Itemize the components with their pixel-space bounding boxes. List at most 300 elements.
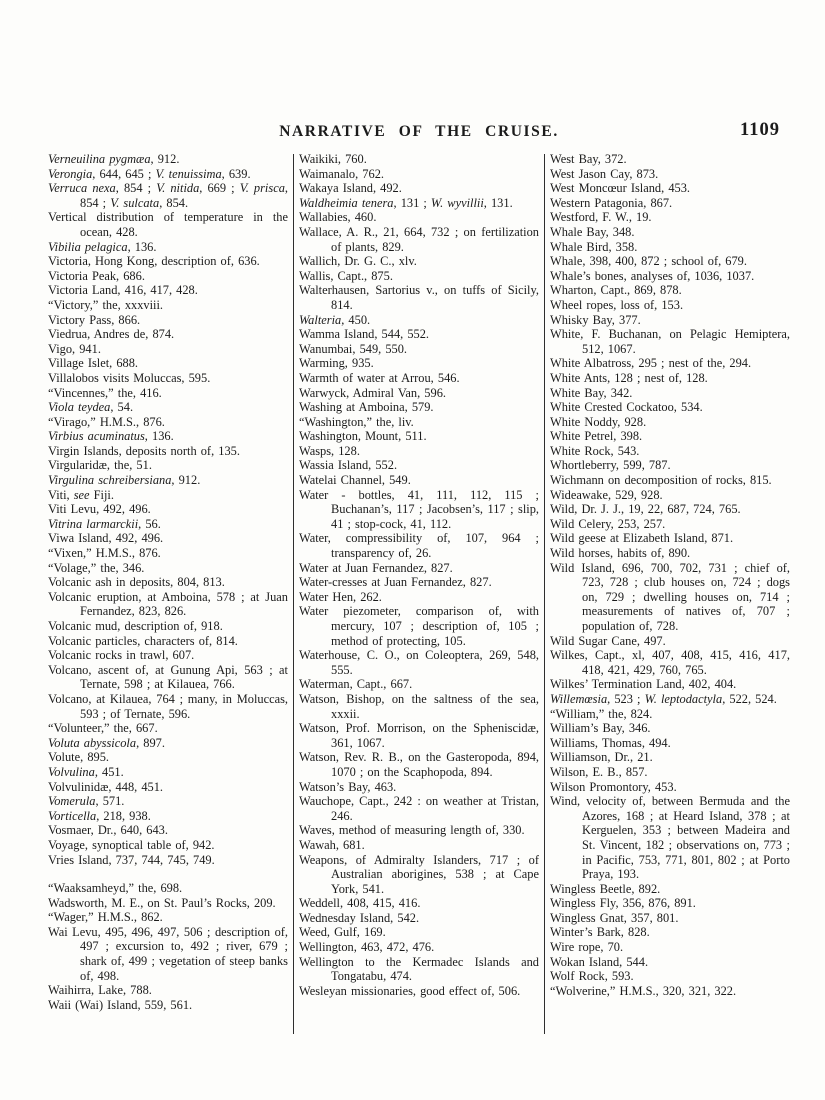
index-entry-text: Wideawake, 529, 928. — [550, 487, 663, 502]
index-column-1 — [48, 152, 288, 1040]
index-entry — [48, 400, 288, 415]
index-entry-text: , 136. — [144, 429, 174, 444]
index-entry — [299, 955, 539, 984]
index-entry-term-italic: Willemœsia — [550, 691, 608, 706]
index-entry — [48, 561, 288, 576]
index-entry-text: Water at Juan Fernandez, 827. — [299, 560, 453, 575]
index-entry-text: White Bay, 342. — [550, 385, 633, 400]
index-entry — [48, 531, 288, 546]
index-entry — [48, 342, 288, 357]
index-entry — [48, 546, 288, 561]
index-entry-text: Wallich, Dr. G. C., xlv. — [299, 254, 417, 269]
index-entry — [550, 677, 790, 692]
index-entry — [299, 342, 539, 357]
page-number: 1109 — [740, 120, 780, 140]
index-entry-text: Wednesday Island, 542. — [299, 910, 420, 925]
index-entry — [48, 269, 288, 284]
index-entry-text: “Volage,” the, 346. — [48, 560, 145, 575]
index-entry-text: , 450. — [341, 312, 371, 327]
index-entry-text: Wilson Promontory, 453. — [550, 779, 677, 794]
index-entry-term-italic: Walteria — [299, 312, 342, 327]
index-entry-text: Waimanalo, 762. — [299, 166, 384, 181]
index-entry — [550, 940, 790, 955]
index-entry-text: Voyage, synoptical table of, 942. — [48, 837, 215, 852]
index-entry-text: Viti Levu, 492, 496. — [48, 502, 151, 517]
index-entry — [550, 356, 790, 371]
index-entry — [550, 692, 790, 707]
index-entry-text: Volcanic ash in deposits, 804, 813. — [48, 575, 225, 590]
index-entry — [550, 327, 790, 356]
index-entry-text: Williams, Thomas, 494. — [550, 735, 671, 750]
index-entry-text: Walterhausen, Sartorius v., on tuffs of Sicily, 814. — [299, 283, 539, 312]
index-entry-text: Wawah, 681. — [299, 837, 365, 852]
index-entry — [550, 721, 790, 736]
index-entry-text: Vigo, 941. — [48, 341, 101, 356]
index-entry-text: Volcano, ascent of, at Gunung Api, 563 ; at Ternate, 598 ; at Kilauea, 766. — [48, 662, 288, 692]
index-entry — [299, 677, 539, 692]
index-entry — [299, 429, 539, 444]
index-entry-text: , 854. — [159, 195, 189, 210]
index-entry-text: White Albatross, 295 ; nest of the, 294. — [550, 356, 752, 371]
index-entry-text: Warmth of water at Arrou, 546. — [299, 370, 460, 385]
index-entry — [48, 925, 288, 983]
index-entry — [48, 152, 288, 167]
index-entry-text: Waihirra, Lake, 788. — [48, 983, 152, 998]
index-entry-text: Water-cresses at Juan Fernandez, 827. — [299, 575, 492, 590]
index-entry-text: Victory Pass, 866. — [48, 312, 141, 327]
index-entry — [550, 283, 790, 298]
index-entry-term-italic: see — [73, 487, 90, 502]
index-entry — [550, 240, 790, 255]
column-divider-2 — [544, 154, 545, 1034]
index-entry — [48, 502, 288, 517]
index-entry — [48, 663, 288, 692]
index-entry-text: Virgularidæ, the, 51. — [48, 458, 152, 473]
index-entry — [550, 736, 790, 751]
index-entry-term-italic: Verongia — [48, 166, 93, 181]
index-entry-text: Virgin Islands, deposits north of, 135. — [48, 443, 240, 458]
page-header-title: NARRATIVE OF THE CRUISE. — [279, 123, 559, 140]
index-entry — [48, 983, 288, 998]
index-entry — [299, 444, 539, 459]
index-entry-text: Volvulinidæ, 448, 451. — [48, 779, 164, 794]
index-entry — [299, 794, 539, 823]
index-entry — [299, 692, 539, 721]
index-entry-text: Viti, — [48, 487, 74, 502]
index-entry-text: , 897. — [136, 735, 165, 750]
index-entry-text: Volute, 895. — [48, 750, 110, 765]
index-entry-text: “Wolverine,” H.M.S., 320, 321, 322. — [550, 983, 737, 998]
index-entry — [48, 327, 288, 342]
index-entry-text: Wichmann on decomposition of rocks, 815. — [550, 473, 772, 488]
index-entry-text: Vries Island, 737, 744, 745, 749. — [48, 852, 215, 867]
index-entry — [550, 298, 790, 313]
index-entry — [48, 488, 288, 503]
index-entry — [550, 429, 790, 444]
index-entry-text: , 218, 938. — [96, 808, 151, 823]
index-entry-text: Waterhouse, C. O., on Coleoptera, 269, 548, 555. — [299, 648, 539, 677]
index-entry — [550, 765, 790, 780]
index-entry — [48, 853, 288, 868]
index-entry-text: Wharton, Capt., 869, 878. — [550, 283, 682, 298]
index-entry-text: Wild horses, habits of, 890. — [550, 546, 691, 561]
index-entry-text: “Wager,” H.M.S., 862. — [48, 910, 163, 925]
index-entry — [48, 575, 288, 590]
index-entry-term-italic: V. tenuissima — [155, 166, 222, 181]
index-entry — [48, 780, 288, 795]
index-entry — [48, 415, 288, 430]
index-entry-text: Wild geese at Elizabeth Island, 871. — [550, 531, 734, 546]
index-entry — [48, 634, 288, 649]
index-entry — [550, 531, 790, 546]
index-entry-text: William’s Bay, 346. — [550, 721, 651, 736]
index-entry — [299, 911, 539, 926]
index-entry — [48, 648, 288, 663]
index-entry — [48, 167, 288, 182]
index-entry-text: Wamma Island, 544, 552. — [299, 327, 430, 342]
index-entry-text: Victoria Peak, 686. — [48, 268, 145, 283]
index-entry-text: Wild Sugar Cane, 497. — [550, 633, 666, 648]
column-divider-1 — [293, 154, 294, 1034]
index-entry-text: West Bay, 372. — [550, 152, 627, 166]
index-entry — [299, 386, 539, 401]
index-entry-text: Winter’s Bark, 828. — [550, 925, 650, 940]
index-entry-text: Volcanic mud, description of, 918. — [48, 619, 223, 633]
index-entry-text: Wheel ropes, loss of, 153. — [550, 297, 684, 312]
index-entry-text: “Virago,” H.M.S., 876. — [48, 414, 165, 429]
index-entry-text: White, F. Buchanan, on Pelagic Hemiptera, 512, 1067. — [550, 327, 790, 356]
index-entry-term-italic: Viola teydea — [48, 400, 111, 415]
index-entry-text: Warming, 935. — [299, 356, 374, 371]
index-entry-text: Village Islet, 688. — [48, 356, 139, 371]
index-entry-text: Whale Bay, 348. — [550, 224, 635, 239]
index-entry — [48, 838, 288, 853]
index-entry — [550, 152, 790, 167]
index-entry-text: Washing at Amboina, 579. — [299, 400, 434, 415]
index-entry — [299, 152, 539, 167]
index-entry-text: Whisky Bay, 377. — [550, 312, 641, 327]
index-entry — [48, 998, 288, 1013]
index-entry-text: Victoria, Hong Kong, description of, 636. — [48, 254, 260, 269]
index-entry-text: Western Patagonia, 867. — [550, 195, 673, 210]
index-entry-text: Water - bottles, 41, 111, 112, 115 ; Buchanan’s, 117 ; Jacobsen’s, 117 ; slip, 41 ; stop-cock, 41, 112. — [299, 487, 539, 531]
index-entry — [48, 590, 288, 619]
index-entry — [299, 984, 539, 999]
index-entry-text: Water piezometer, comparison of, with mercury, 107 ; description of, 105 ; method of protecting, 105. — [299, 604, 539, 648]
index-entry — [299, 531, 539, 560]
index-entry — [48, 473, 288, 488]
index-entry-text: , 451. — [94, 764, 124, 779]
index-entry-text: Wellington, 463, 472, 476. — [299, 940, 435, 955]
index-entry — [550, 707, 790, 722]
index-entry-text: , 136. — [127, 239, 157, 254]
index-entry — [299, 853, 539, 897]
index-entry-text: Fiji. — [89, 487, 114, 502]
index-entry — [299, 561, 539, 576]
index-entry-text: Wolf Rock, 593. — [550, 969, 634, 984]
index-entry-text: , 131. — [483, 195, 513, 210]
index-entry — [299, 181, 539, 196]
index-entry-text: West Jason Cay, 873. — [550, 166, 659, 181]
index-entry — [550, 210, 790, 225]
index-entry-text: Whale, 398, 400, 872 ; school of, 679. — [550, 254, 747, 269]
index-entry — [48, 794, 288, 809]
index-entry-text: Watson, Rev. R. B., on the Gasteropoda, 894, 1070 ; on the Scaphopoda, 894. — [299, 750, 539, 779]
index-entry-text: “Vixen,” H.M.S., 876. — [48, 546, 161, 561]
index-entry-term-italic: W. wyvillii — [430, 195, 484, 210]
index-entry-text: Watson’s Bay, 463. — [299, 779, 397, 794]
index-entry-text: Wanumbai, 549, 550. — [299, 341, 408, 356]
index-entry-text: Wesleyan missionaries, good effect of, 506. — [299, 983, 521, 998]
index-entry — [550, 750, 790, 765]
index-entry — [299, 327, 539, 342]
index-entry-text: West Moncœur Island, 453. — [550, 181, 690, 196]
index-entry-text: Weed, Gulf, 169. — [299, 925, 386, 940]
index-entry-text: Viedrua, Andres de, 874. — [48, 327, 175, 342]
index-entry — [550, 488, 790, 503]
index-entry — [48, 356, 288, 371]
index-entry — [299, 473, 539, 488]
index-entry-text: , 522, 524. — [722, 691, 777, 706]
index-entry-text: Williamson, Dr., 21. — [550, 750, 653, 765]
index-entry — [299, 283, 539, 312]
index-entry-term-italic: Verneuilina pygmæa — [48, 152, 151, 166]
index-entry-text: , 854 ; — [115, 181, 157, 196]
index-entry-text: Water Hen, 262. — [299, 589, 382, 604]
index-entry-text: Watson, Prof. Morrison, on the Spheniscidæ, 361, 1067. — [299, 721, 539, 750]
index-entry — [550, 911, 790, 926]
index-entry — [48, 371, 288, 386]
index-entry-text: Wilkes, Capt., xl, 407, 408, 415, 416, 417, 418, 421, 429, 760, 765. — [550, 648, 790, 677]
index-entry-text: , 644, 645 ; — [92, 166, 156, 181]
index-entry-term-italic: Waldheimia tenera — [299, 195, 394, 210]
index-entry-text: , 54. — [110, 400, 134, 415]
index-entry-text: Viwa Island, 492, 496. — [48, 531, 164, 546]
index-entry-text: Volcanic rocks in trawl, 607. — [48, 648, 195, 663]
index-entry — [299, 254, 539, 269]
index-entry-text: , 669 ; — [199, 181, 240, 196]
index-entry-text: Washington, Mount, 511. — [299, 429, 427, 444]
index-entry — [550, 371, 790, 386]
index-entry — [299, 823, 539, 838]
index-entry — [48, 313, 288, 328]
index-entry-text: Wauchope, Capt., 242 : on weather at Tristan, 246. — [299, 794, 539, 823]
index-entry-text: Weapons, of Admiralty Islanders, 717 ; of Australian aborigines, 538 ; at Cape York, 541. — [299, 852, 539, 896]
index-entry — [550, 546, 790, 561]
index-entry — [299, 604, 539, 648]
index-entry-text: Wild Island, 696, 700, 702, 731 ; chief of, 723, 728 ; club houses on, 724 ; dogs on, 729 ; dwelling houses on, 714 ; measurements of natives of, 707 ; population of, 728. — [550, 560, 790, 633]
index-entry-text: “Victory,” the, xxxviii. — [48, 297, 164, 312]
index-entry — [550, 561, 790, 634]
index-entry-text: Whortleberry, 599, 787. — [550, 458, 671, 473]
index-column-2 — [299, 152, 539, 1040]
index-entry — [550, 269, 790, 284]
index-entry — [299, 925, 539, 940]
index-entry — [299, 590, 539, 605]
index-entry — [550, 925, 790, 940]
index-entry-text: , 56. — [138, 516, 161, 531]
index-entry-text: Wilkes’ Termination Land, 402, 404. — [550, 677, 737, 692]
index-entry-text: , 912. — [150, 152, 180, 166]
index-entry-text: Wingless Fly, 356, 876, 891. — [550, 896, 696, 911]
index-entry-text: White Rock, 543. — [550, 443, 640, 458]
index-entry — [299, 458, 539, 473]
index-entry — [299, 371, 539, 386]
index-entry-term-italic: V. nitida — [156, 181, 200, 196]
index-entry-text: Volcanic particles, characters of, 814. — [48, 633, 238, 648]
index-entry — [48, 181, 288, 210]
index-entry-text: , 523 ; — [607, 691, 645, 706]
index-entry — [299, 488, 539, 532]
index-entry — [550, 882, 790, 897]
index-entry-text: Victoria Land, 416, 417, 428. — [48, 283, 198, 298]
index-entry-text: Volcano, at Kilauea, 764 ; many, in Moluccas, 593 ; of Ternate, 596. — [48, 691, 288, 721]
index-entry-text: Westford, F. W., 19. — [550, 210, 652, 225]
index-entry-text: “Waaksamheyd,” the, 698. — [48, 881, 183, 896]
index-entry — [299, 167, 539, 182]
index-entry-text: Villalobos visits Moluccas, 595. — [48, 370, 211, 385]
index-entry-text: “William,” the, 824. — [550, 706, 653, 721]
index-entry-text: Wasps, 128. — [299, 443, 360, 458]
index-entry — [550, 444, 790, 459]
index-entry-text: Weddell, 408, 415, 416. — [299, 896, 421, 911]
index-entry-text: Vertical distribution of temperature in the ocean, 428. — [48, 210, 288, 239]
index-entry-term-italic: Volvulina — [48, 764, 95, 779]
index-entry — [48, 692, 288, 721]
index-entry — [550, 794, 790, 882]
index-entry — [299, 210, 539, 225]
index-entry — [299, 838, 539, 853]
index-entry — [299, 780, 539, 795]
index-entry — [299, 721, 539, 750]
index-entry-text: Watson, Bishop, on the saltness of the sea, xxxii. — [299, 691, 539, 721]
index-entry — [550, 969, 790, 984]
index-entry-term-italic: V. sulcata — [110, 195, 160, 210]
index-entry — [299, 896, 539, 911]
index-entry-text: Wingless Beetle, 892. — [550, 881, 661, 896]
index-entry-text: Waterman, Capt., 667. — [299, 677, 413, 692]
index-entry-text: Wai Levu, 495, 496, 497, 506 ; description of, 497 ; excursion to, 492 ; river, 679 ; shark of, 499 ; vegetation of steep banks of, 498. — [48, 924, 288, 983]
index-entry — [299, 356, 539, 371]
index-entry — [48, 750, 288, 765]
index-entry — [48, 254, 288, 269]
index-entry — [299, 225, 539, 254]
index-entry — [550, 517, 790, 532]
index-entry — [48, 298, 288, 313]
index-entry — [299, 400, 539, 415]
index-entry-term-italic: Verruca nexa — [48, 181, 116, 196]
index-entry — [48, 765, 288, 780]
index-entry — [48, 809, 288, 824]
index-entry-term-italic: Vitrina larmarckii — [48, 516, 139, 531]
index-entry-text: White Ants, 128 ; nest of, 128. — [550, 370, 708, 385]
index-entry-text: Waii (Wai) Island, 559, 561. — [48, 997, 193, 1012]
index-entry-text: , 131 ; — [393, 195, 431, 210]
index-entry-text: Vosmaer, Dr., 640, 643. — [48, 823, 168, 838]
index-entry-text: Wilson, E. B., 857. — [550, 764, 648, 779]
index-entry-text: “Vincennes,” the, 416. — [48, 385, 162, 400]
index-entry-text: Wild, Dr. J. J., 19, 22, 687, 724, 765. — [550, 502, 741, 517]
index-entry — [299, 269, 539, 284]
index-entry-term-italic: Vomerula — [48, 794, 96, 809]
index-entry — [550, 313, 790, 328]
index-column-3 — [550, 152, 790, 1040]
index-entry-text: Wild Celery, 253, 257. — [550, 516, 666, 531]
index-entry-text: Wellington to the Kermadec Islands and Tongatabu, 474. — [299, 954, 539, 984]
index-entry-text: Wind, velocity of, between Bermuda and the Azores, 168 ; at Heard Island, 378 ; at Kerguelen, 353 ; between Madeira and St. Vincent, 182 ; observations on, 773 ; in Pacific, 753, 771, 801, 802 ; at Porto Praya, 193. — [550, 794, 790, 882]
index-entry — [48, 386, 288, 401]
index-entry — [550, 167, 790, 182]
index-entry-text: Water, compressibility of, 107, 964 ; transparency of, 26. — [299, 531, 539, 561]
index-entry — [550, 634, 790, 649]
index-entry — [299, 750, 539, 779]
index-entry-text: White Petrel, 398. — [550, 429, 643, 444]
index-entry — [299, 575, 539, 590]
index-entry — [48, 444, 288, 459]
index-entry-text: Warwyck, Admiral Van, 596. — [299, 385, 446, 400]
index-entry-text: White Crested Cockatoo, 534. — [550, 400, 703, 415]
index-entry — [550, 458, 790, 473]
index-entry — [550, 181, 790, 196]
index-entry — [550, 955, 790, 970]
index-entry-text: Waves, method of measuring length of, 330. — [299, 823, 525, 838]
index-entry — [48, 910, 288, 925]
index-entry — [550, 780, 790, 795]
index-entry-text: Waikiki, 760. — [299, 152, 367, 166]
index-entry-text: Wassia Island, 552. — [299, 458, 398, 473]
index-entry — [550, 400, 790, 415]
index-entry-text: , 912. — [171, 473, 201, 488]
index-entry — [48, 429, 288, 444]
page-header — [48, 120, 790, 149]
index-entry — [299, 313, 539, 328]
index-entry — [48, 458, 288, 473]
index-entry-text: Wire rope, 70. — [550, 940, 624, 955]
index-entry-text: White Noddy, 928. — [550, 414, 647, 429]
index-entry — [550, 648, 790, 677]
index-entry — [550, 386, 790, 401]
index-entry-text: Whale’s bones, analyses of, 1036, 1037. — [550, 268, 755, 283]
index-entry-term-italic: Voluta abyssicola — [48, 735, 137, 750]
index-entry-text: Wallabies, 460. — [299, 210, 377, 225]
index-entry-text: Wallace, A. R., 21, 664, 732 ; on fertilization of plants, 829. — [299, 224, 539, 254]
index-entry-text: , 639. — [221, 166, 251, 181]
index-entry-text: Watelai Channel, 549. — [299, 473, 411, 488]
index-entry-text: “Washington,” the, liv. — [299, 414, 414, 429]
index-entry — [48, 619, 288, 634]
index-entry — [299, 940, 539, 955]
index-entry — [550, 896, 790, 911]
index-entry — [550, 473, 790, 488]
index-entry-term-italic: Virgulina schreibersiana — [48, 473, 172, 488]
index-entry — [299, 648, 539, 677]
index-entry-text: “Volunteer,” the, 667. — [48, 721, 158, 736]
index-entry-term-italic: Virbius acuminatus — [48, 429, 145, 444]
index-entry — [48, 517, 288, 532]
index-entry — [550, 254, 790, 269]
index-entry-term-italic: Vibilia pelagica — [48, 239, 128, 254]
index-entry-term-italic: Vorticella — [48, 808, 97, 823]
index-entry — [48, 896, 288, 911]
index-entry-text: Wakaya Island, 492. — [299, 181, 402, 196]
index-entry-text: Wokan Island, 544. — [550, 954, 649, 969]
index-entry — [48, 283, 288, 298]
index-entry-term-italic: W. leptodactyla — [644, 691, 723, 706]
index-entry — [48, 736, 288, 751]
index-entry-text: Volcanic eruption, at Amboina, 578 ; at Juan Fernandez, 823, 826. — [48, 589, 288, 619]
index-entry — [48, 210, 288, 239]
index-entry-text: , 854 ; — [80, 181, 288, 210]
